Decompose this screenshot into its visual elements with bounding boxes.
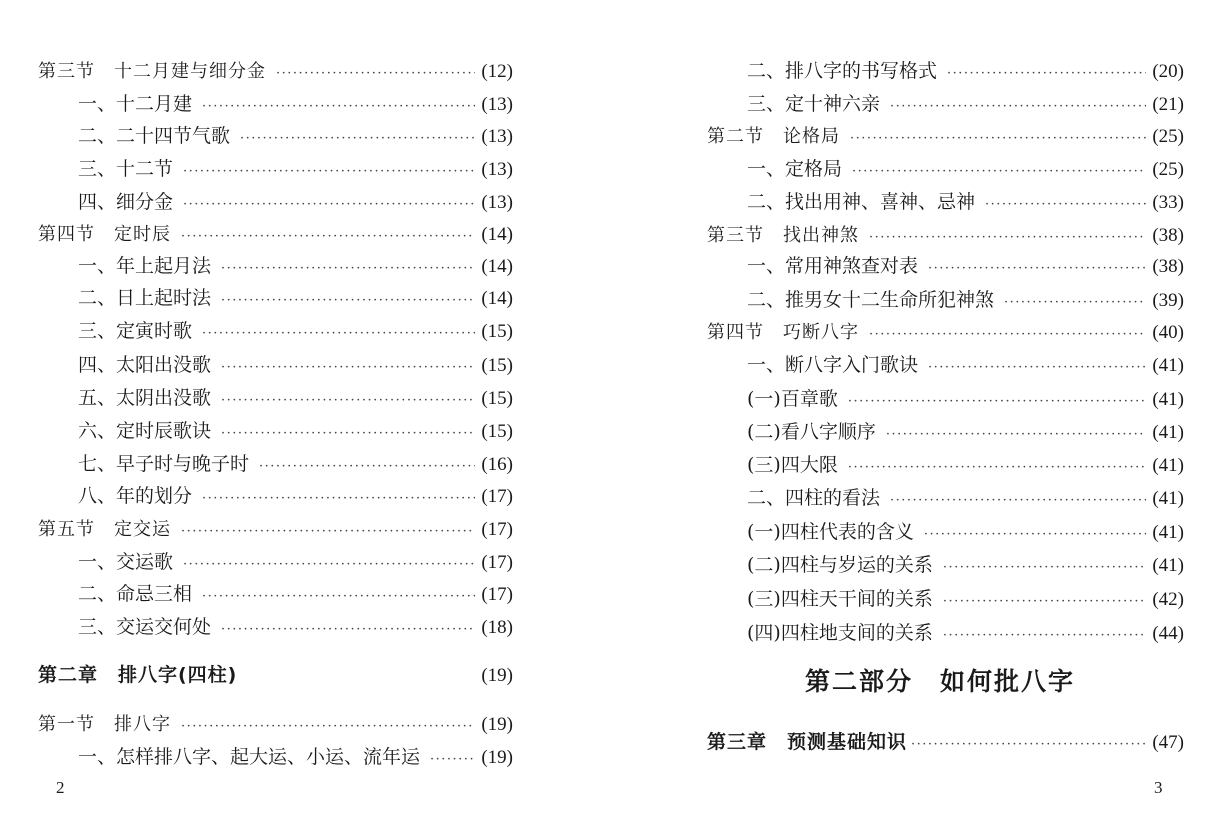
- toc-entry[interactable]: [78, 482, 513, 510]
- dot-leader: [928, 354, 1146, 382]
- dot-leader: [221, 616, 475, 644]
- dot-leader: [202, 320, 475, 348]
- dot-leader: [181, 223, 475, 251]
- toc-entry-page: (41): [1152, 555, 1184, 576]
- dot-leader: [276, 60, 475, 88]
- dot-leader: [181, 713, 475, 741]
- toc-entry[interactable]: [747, 188, 1184, 216]
- toc-entry-title: 一、常用神煞查对表: [747, 255, 919, 277]
- toc-entry-title: 第四节 巧断八字: [707, 322, 859, 343]
- page-number: 3: [1154, 778, 1163, 797]
- toc-entry-title: 二、日上起时法: [78, 287, 212, 309]
- toc-entry-section[interactable]: [38, 221, 513, 249]
- toc-entry-title: (三)四大限: [747, 454, 838, 476]
- toc-entry-page: (15): [481, 321, 513, 342]
- toc-entry-title: 六、定时辰歌诀: [78, 420, 212, 442]
- toc-entry-page: (44): [1152, 623, 1184, 644]
- toc-entry-page: (17): [481, 519, 513, 540]
- toc-entry-title: 三、定十神六亲: [747, 93, 881, 115]
- toc-entry-title: 二、排八字的书写格式: [747, 60, 938, 82]
- toc-entry[interactable]: [747, 484, 1184, 512]
- toc-entry-page: (12): [481, 61, 513, 82]
- right-page: [610, 0, 1220, 835]
- dot-leader: [985, 191, 1146, 219]
- toc-entry[interactable]: [78, 384, 513, 412]
- toc-entry-title: 三、交运交何处: [78, 616, 212, 638]
- dot-leader: [221, 287, 475, 315]
- dot-leader: [943, 588, 1147, 616]
- part-heading: 第二部分 如何批八字: [805, 667, 1076, 696]
- dot-leader: [430, 746, 475, 774]
- dot-leader: [890, 487, 1146, 515]
- toc-entry-page: (41): [1152, 355, 1184, 376]
- dot-leader: [852, 158, 1146, 186]
- toc-entry-page: (40): [1152, 322, 1184, 343]
- toc-entry-title: 一、断八字入门歌诀: [747, 354, 919, 376]
- toc-entry-page: (16): [481, 454, 513, 475]
- toc-entry-section[interactable]: [707, 319, 1184, 347]
- dot-leader: [848, 454, 1147, 482]
- toc-entry[interactable]: [747, 90, 1184, 118]
- toc-entry-page: (14): [481, 256, 513, 277]
- dot-leader: [221, 354, 475, 382]
- toc-entry[interactable]: [747, 551, 1184, 579]
- dot-leader: [928, 255, 1146, 283]
- toc-entry[interactable]: [747, 518, 1184, 546]
- toc-entry-title: 三、十二节: [78, 158, 174, 180]
- toc-entry-title: (一)四柱代表的含义: [747, 521, 914, 543]
- toc-entry[interactable]: [747, 286, 1184, 314]
- toc-entry[interactable]: [78, 450, 513, 478]
- toc-entry-title: 一、定格局: [747, 158, 843, 180]
- dot-leader: [183, 158, 475, 186]
- toc-entry-title: 二、命忌三相: [78, 583, 193, 605]
- dot-leader: [869, 224, 1146, 252]
- toc-entry-title: 第三节 十二月建与细分金: [38, 61, 266, 82]
- toc-entry-page: (19): [481, 665, 513, 686]
- toc-entry-page: (41): [1152, 422, 1184, 443]
- toc-entry-title: 二、找出用神、喜神、忌神: [747, 191, 976, 213]
- toc-entry-page: (17): [481, 486, 513, 507]
- toc-entry-title: 第四节 定时辰: [38, 224, 171, 245]
- toc-entry-page: (19): [481, 714, 513, 735]
- toc-entry[interactable]: [78, 743, 513, 771]
- toc-entry-title: 一、十二月建: [78, 93, 193, 115]
- toc-entry-section[interactable]: [707, 123, 1184, 151]
- dot-leader: [890, 93, 1146, 121]
- toc-entry[interactable]: [747, 451, 1184, 479]
- toc-entry-page: (41): [1152, 522, 1184, 543]
- toc-entry-page: (14): [481, 288, 513, 309]
- toc-entry-title: 一、交运歌: [78, 551, 174, 573]
- toc-entry-title: 第三章 预测基础知识: [707, 731, 908, 753]
- dot-leader: [1004, 289, 1146, 317]
- toc-entry-title: (三)四柱天干间的关系: [747, 588, 933, 610]
- toc-entry[interactable]: [78, 317, 513, 345]
- dot-leader: [221, 387, 475, 415]
- toc-entry-title: 五、太阴出没歌: [78, 387, 212, 409]
- dot-leader: [202, 485, 475, 513]
- toc-entry[interactable]: [747, 252, 1184, 280]
- page-number: 2: [56, 778, 65, 797]
- toc-entry-page: (38): [1152, 225, 1184, 246]
- toc-entry-title: 八、年的划分: [78, 485, 193, 507]
- dot-leader: [183, 191, 475, 219]
- toc-entry-title: 第三节 找出神煞: [707, 225, 859, 246]
- toc-entry[interactable]: [78, 90, 513, 118]
- toc-entry-page: (25): [1152, 159, 1184, 180]
- toc-entry-chapter[interactable]: [707, 728, 1184, 756]
- toc-entry[interactable]: [78, 351, 513, 379]
- dot-leader: [240, 125, 475, 153]
- toc-entry[interactable]: [747, 155, 1184, 183]
- toc-entry-page: (15): [481, 421, 513, 442]
- toc-entry-page: (17): [481, 584, 513, 605]
- toc-entry[interactable]: [78, 188, 513, 216]
- toc-entry-page: (17): [481, 552, 513, 573]
- toc-entry-page: (20): [1152, 61, 1184, 82]
- toc-entry-page: (15): [481, 355, 513, 376]
- dot-leader: [943, 554, 1147, 582]
- toc-entry[interactable]: [78, 613, 513, 641]
- toc-entry-page: (14): [481, 224, 513, 245]
- toc-entry-title: (一)百章歌: [747, 388, 838, 410]
- toc-entry-page: (25): [1152, 126, 1184, 147]
- dot-leader: [202, 93, 475, 121]
- dot-leader: [886, 421, 1147, 449]
- dot-leader: [259, 453, 475, 481]
- dot-leader: [848, 388, 1147, 416]
- toc-entry-page: (19): [481, 747, 513, 768]
- toc-entry-title: (四)四柱地支间的关系: [747, 622, 933, 644]
- toc-entry-title: 二、二十四节气歌: [78, 125, 231, 147]
- dot-leader: [869, 321, 1146, 349]
- toc-entry[interactable]: [747, 619, 1184, 647]
- dot-leader: [183, 551, 475, 579]
- toc-entry-chapter[interactable]: [38, 661, 513, 689]
- toc-entry-title: 二、推男女十二生命所犯神煞: [747, 289, 995, 311]
- toc-entry-title: (二)看八字顺序: [747, 421, 876, 443]
- toc-entry-page: (13): [481, 159, 513, 180]
- toc-entry[interactable]: [78, 580, 513, 608]
- toc-entry-page: (13): [481, 94, 513, 115]
- toc-entry-title: 一、怎样排八字、起大运、小运、流年运: [78, 746, 421, 768]
- toc-entry-page: (13): [481, 126, 513, 147]
- toc-entry-title: 第五节 定交运: [38, 519, 171, 540]
- toc-entry-page: (33): [1152, 192, 1184, 213]
- dot-leader: [850, 125, 1146, 153]
- toc-entry[interactable]: [747, 585, 1184, 613]
- toc-entry-page: (41): [1152, 389, 1184, 410]
- toc-entry-title: (二)四柱与岁运的关系: [747, 554, 933, 576]
- toc-entry-title: 第二节 论格局: [707, 126, 840, 147]
- toc-entry-page: (39): [1152, 290, 1184, 311]
- toc-entry-title: 一、年上起月法: [78, 255, 212, 277]
- toc-entry-title: 四、太阳出没歌: [78, 354, 212, 376]
- toc-entry-page: (15): [481, 388, 513, 409]
- toc-entry-page: (47): [1152, 732, 1184, 753]
- toc-entry-page: (42): [1152, 589, 1184, 610]
- toc-entry-title: 第一节 排八字: [38, 714, 171, 735]
- dot-leader: [943, 622, 1147, 650]
- toc-entry-section[interactable]: [38, 711, 513, 739]
- toc-entry-page: (38): [1152, 256, 1184, 277]
- toc-entry[interactable]: [747, 385, 1184, 413]
- dot-leader: [911, 731, 1146, 759]
- toc-entry-page: (41): [1152, 488, 1184, 509]
- toc-entry-title: 第二章 排八字(四柱): [38, 664, 238, 686]
- toc-entry[interactable]: [78, 122, 513, 150]
- toc-entry-title: 七、早子时与晚子时: [78, 453, 250, 475]
- toc-entry-section[interactable]: [38, 516, 513, 544]
- toc-entry[interactable]: [747, 418, 1184, 446]
- toc-entry-page: (21): [1152, 94, 1184, 115]
- dot-leader: [181, 518, 475, 546]
- toc-entry-page: (13): [481, 192, 513, 213]
- toc-entry-section[interactable]: [38, 58, 513, 86]
- dot-leader: [221, 255, 475, 283]
- toc-entry-title: 三、定寅时歌: [78, 320, 193, 342]
- toc-entry[interactable]: [78, 284, 513, 312]
- dot-leader: [202, 583, 475, 611]
- toc-entry-page: (41): [1152, 455, 1184, 476]
- toc-entry[interactable]: [78, 548, 513, 576]
- toc-entry[interactable]: [78, 155, 513, 183]
- dot-leader: [221, 420, 475, 448]
- toc-entry[interactable]: [747, 57, 1184, 85]
- dot-leader: [947, 60, 1146, 88]
- toc-entry-title: 二、四柱的看法: [747, 487, 881, 509]
- toc-entry[interactable]: [78, 417, 513, 445]
- toc-entry-section[interactable]: [707, 222, 1184, 250]
- toc-entry[interactable]: [747, 351, 1184, 379]
- toc-entry[interactable]: [78, 252, 513, 280]
- dot-leader: [924, 521, 1147, 549]
- toc-entry-title: 四、细分金: [78, 191, 174, 213]
- toc-entry-page: (18): [481, 617, 513, 638]
